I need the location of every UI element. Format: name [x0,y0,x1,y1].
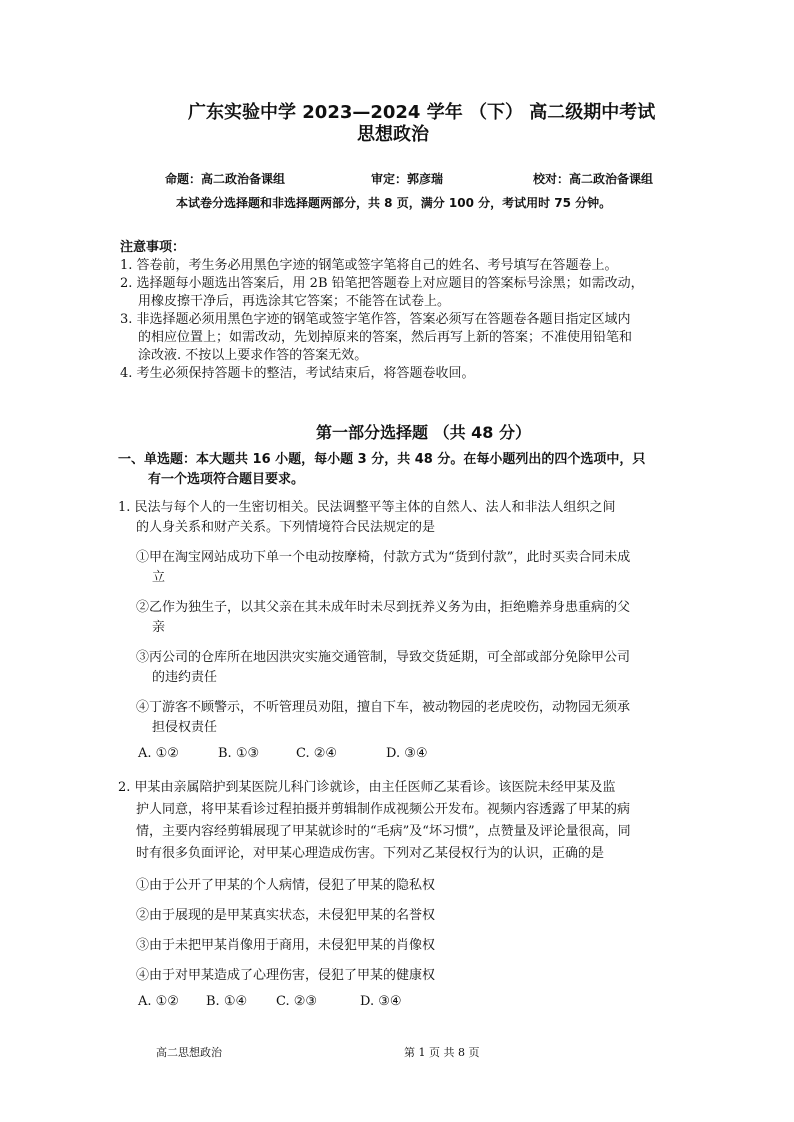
question-2-option: ②由于展现的是甲某真实状态，未侵犯甲某的名誉权 [136,908,436,923]
question-1-option: 立 [152,570,166,585]
question-1-choice-d[interactable]: D. ③④ [386,746,428,761]
question-2-choice-a[interactable]: A. ①② [138,994,179,1009]
question-2-choice-c[interactable]: C. ②③ [276,994,318,1009]
question-1-choice-b[interactable]: B. ①③ [218,746,260,761]
section-instruction: 有一个选项符合题目要求。 [148,472,305,487]
question-1-stem: 1. 民法与每个人的一生密切相关。民法调整平等主体的自然人、法人和非法人组织之间 [118,500,616,515]
question-1-option: ①甲在淘宝网站成功下单一个电动按摩椅，付款方式为“货到付款”，此时买卖合同未成 [136,550,631,565]
question-1-option: ②乙作为独生子，以其父亲在其未成年时未尽到抚养义务为由，拒绝赡养身患重病的父 [136,600,631,615]
note-item: 涂改液. 不按以上要求作答的答案无效。 [138,348,368,363]
reviewer-info: 审定：郭彦瑞 [371,172,444,186]
question-2-choice-b[interactable]: B. ①④ [206,994,248,1009]
question-1-option: 亲 [152,620,166,635]
note-item: 的相应位置上；如需改动，先划掉原来的答案，然后再写上新的答案；不准使用铅笔和 [138,330,633,345]
note-item: 4. 考生必须保持答题卡的整洁，考试结束后，将答题卷收回。 [120,366,475,381]
notes-heading: 注意事项： [120,240,186,255]
question-1-stem: 的人身关系和财产关系。下列情境符合民法规定的是 [136,520,436,535]
question-2-option: ③由于未把甲某肖像用于商用，未侵犯甲某的肖像权 [136,938,436,953]
proofreader-info: 校对：高二政治备课组 [533,172,654,186]
section-title: 第一部分选择题 （共 48 分） [316,423,531,442]
question-1-choice-a[interactable]: A. ①② [138,746,179,761]
question-1-choice-c[interactable]: C. ②④ [296,746,338,761]
question-2-choice-d[interactable]: D. ③④ [360,994,402,1009]
question-1-option: 担侵权责任 [152,720,218,735]
footer-subject: 高二思想政治 [156,1046,222,1059]
section-instruction: 一、单选题：本大题共 16 小题，每小题 3 分，共 48 分。在每小题列出的四个选项中，只 [118,452,646,467]
note-item: 3. 非选择题必须用黑色字迹的钢笔或签字笔作答，答案必须写在答题卷各题目指定区域内 [120,312,631,327]
question-1-option: ③丙公司的仓库所在地因洪灾实施交通管制，导致交货延期，可全部或部分免除甲公司 [136,650,631,665]
question-2-stem: 情，主要内容经剪辑展现了甲某就诊时的“毛病”及“坏习惯”，点赞量及评论量很高，同 [136,824,631,839]
note-item: 用橡皮擦干净后，再选涂其它答案；不能答在试卷上。 [138,294,451,309]
question-2-stem: 2. 甲某由亲属陪护到某医院儿科门诊就诊，由主任医师乙某看诊。该医院未经甲某及监 [118,780,616,795]
note-item: 2. 选择题每小题选出答案后，用 2B 铅笔把答题卷上对应题目的答案标号涂黑；如需改动， [120,276,644,291]
subject-title: 思想政治 [357,124,429,145]
question-2-stem: 时有很多负面评论，对甲某心理造成伤害。下列对乙某侵权行为的认识，正确的是 [136,846,605,861]
exam-description: 本试卷分选择题和非选择题两部分，共 8 页，满分 100 分，考试用时 75 分钟。 [176,196,612,210]
question-2-option: ④由于对甲某造成了心理伤害，侵犯了甲某的健康权 [136,968,436,983]
question-1-option: ④丁游客不顾警示，不听管理员劝阻，擅自下车，被动物园的老虎咬伤，动物园无须承 [136,700,631,715]
exam-title: 广东实验中学 2023—2024 学年 （下） 高二级期中考试 [188,102,656,123]
question-1-option: 的违约责任 [152,670,218,685]
note-item: 1. 答卷前，考生务必用黑色字迹的钢笔或签字笔将自己的姓名、考号填写在答题卷上。 [120,258,618,273]
question-2-option: ①由于公开了甲某的个人病情，侵犯了甲某的隐私权 [136,878,436,893]
author-info: 命题：高二政治备课组 [165,172,286,186]
question-2-stem: 护人同意，将甲某看诊过程拍摄并剪辑制作成视频公开发布。视频内容透露了甲某的病 [136,802,631,817]
page-number: 第 1 页 共 8 页 [404,1046,480,1059]
